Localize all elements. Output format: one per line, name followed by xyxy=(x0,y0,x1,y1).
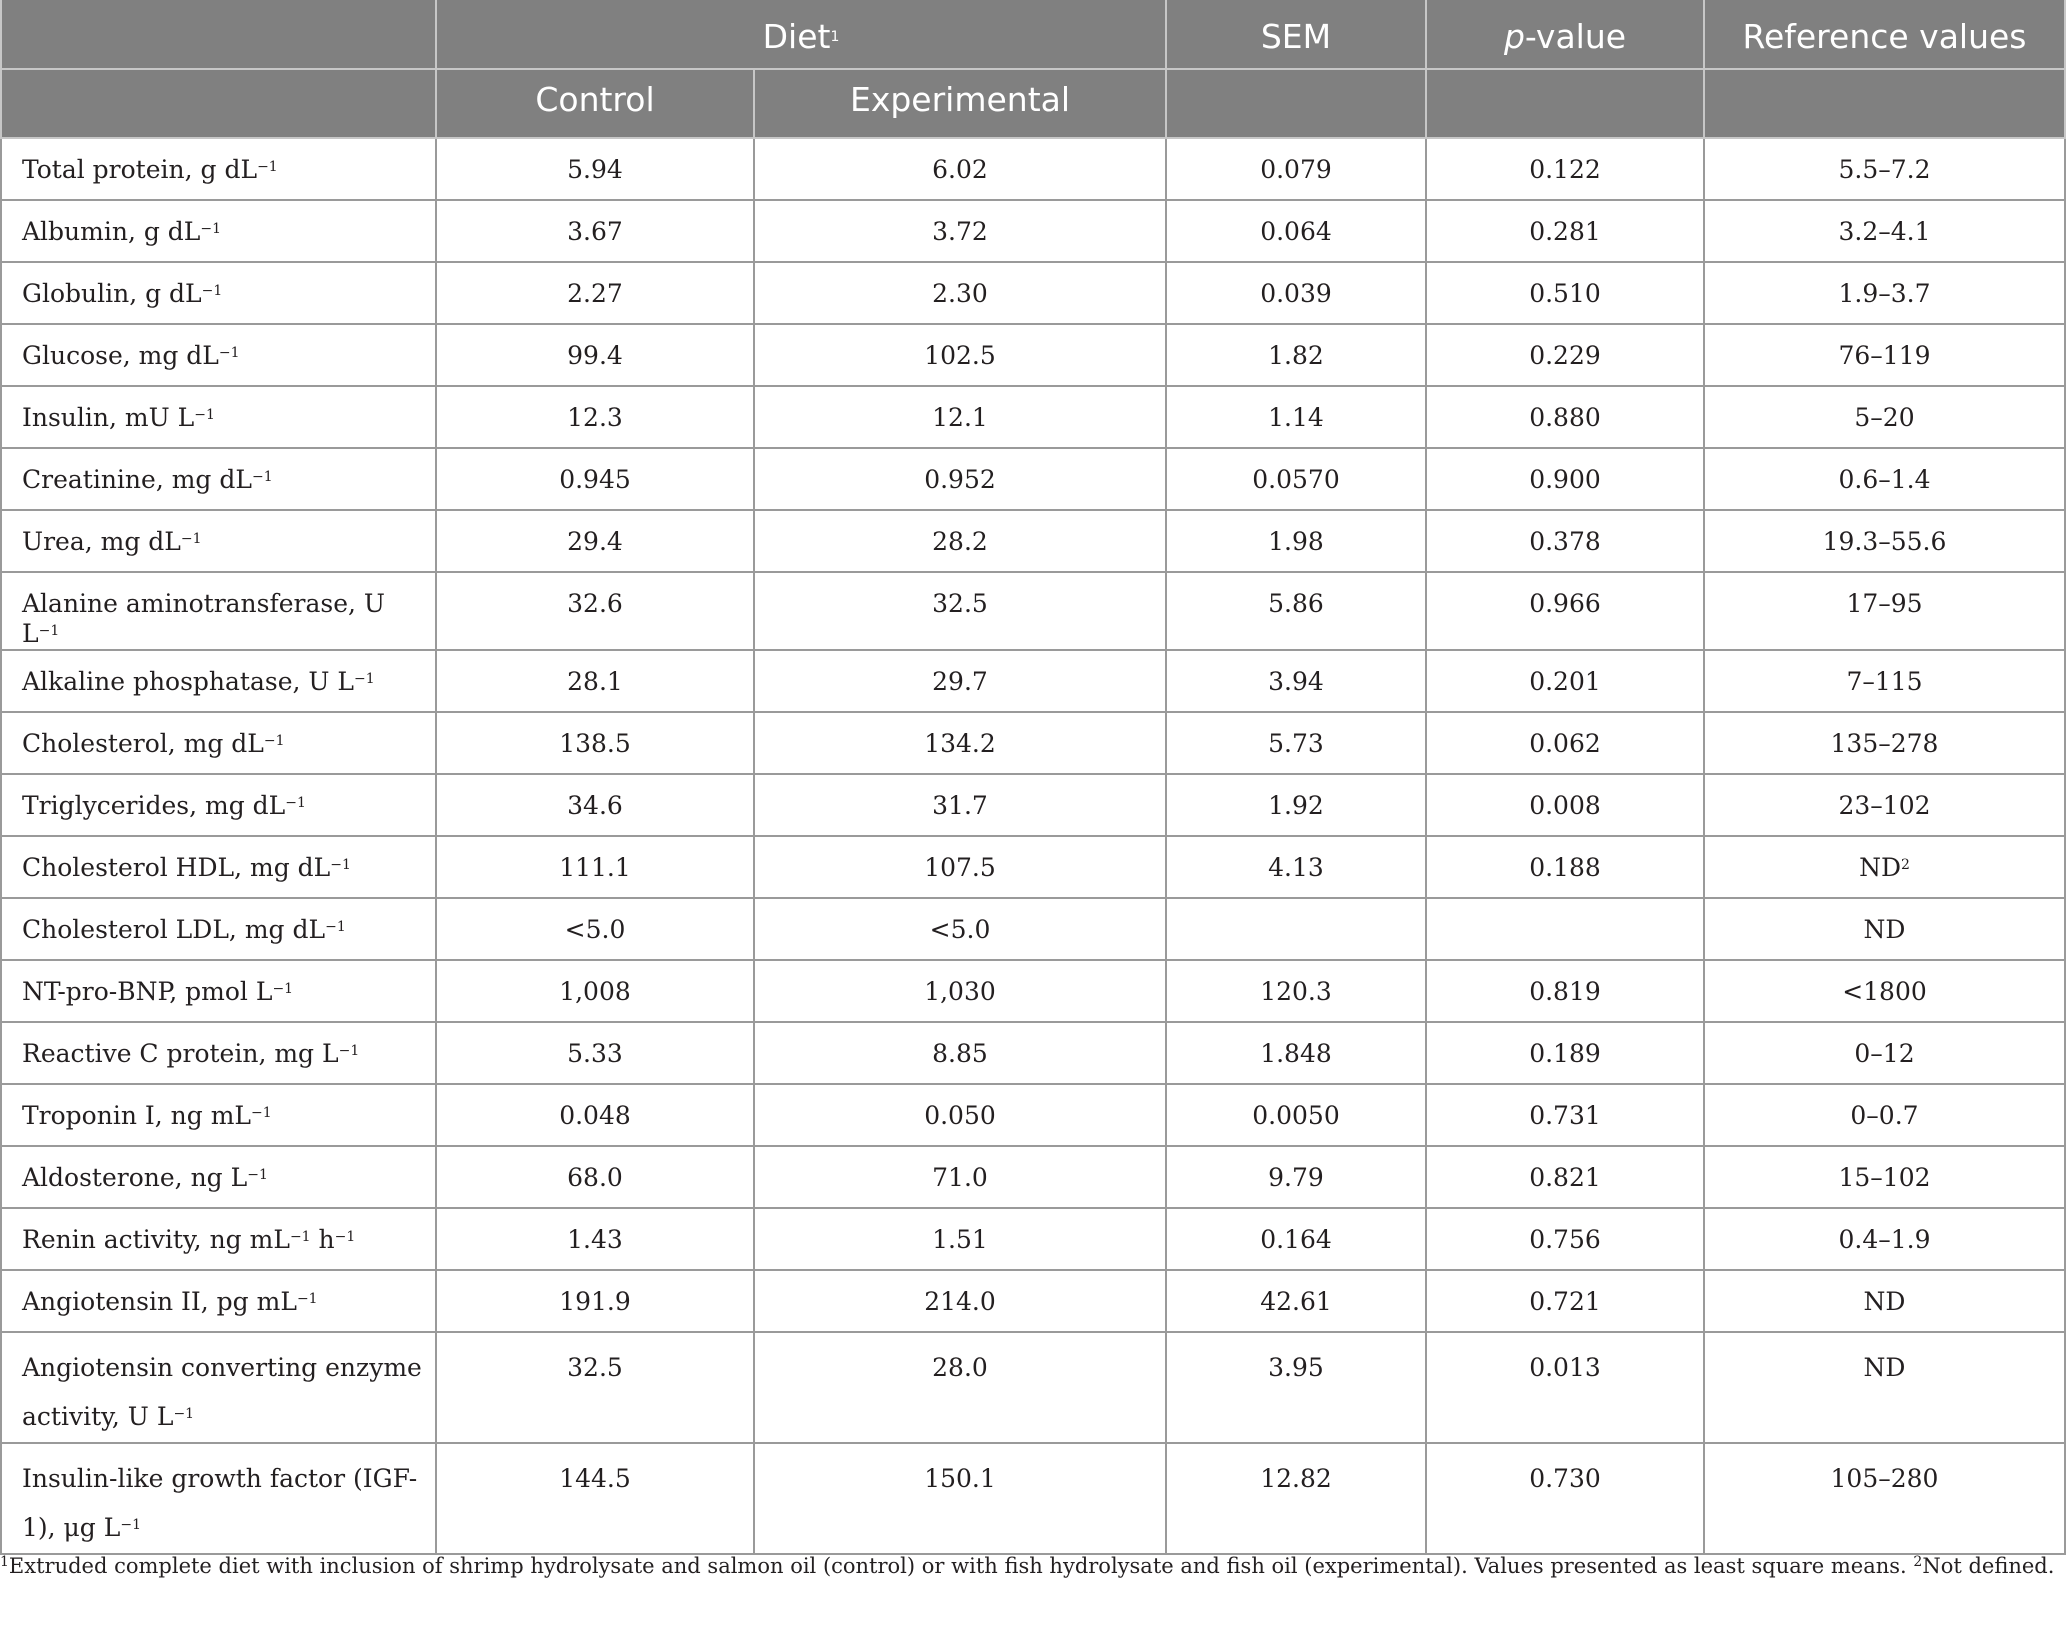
reference-value xyxy=(1704,386,2065,448)
experimental-value: 134.2 xyxy=(754,712,1166,774)
table-row xyxy=(1,386,2065,448)
header-blank-cell xyxy=(1704,69,2065,138)
pvalue-header-rest: -value xyxy=(1524,17,1627,56)
sem-value: 1.82 xyxy=(1166,324,1426,386)
experimental-value: 71.0 xyxy=(754,1146,1166,1208)
reference-value-text: ND xyxy=(1859,853,1901,882)
row-label xyxy=(1,712,436,774)
reference-value xyxy=(1704,138,2065,200)
table-row xyxy=(1,138,2065,200)
row-label-text: Angiotensin converting enzyme activity, U L xyxy=(22,1353,422,1431)
reference-footnote-marker: 2 xyxy=(1901,857,1910,873)
reference-value xyxy=(1704,324,2065,386)
pvalue-header-p: p xyxy=(1503,17,1525,56)
footnote-marker-2: 2 xyxy=(1913,1554,1923,1570)
reference-value-text: 0–12 xyxy=(1854,1039,1915,1068)
unit-exponent: −1 xyxy=(354,671,375,687)
reference-value-text: ND xyxy=(1863,1353,1906,1382)
sem-value: 1.92 xyxy=(1166,774,1426,836)
row-label xyxy=(1,1084,436,1146)
control-value: <5.0 xyxy=(436,898,754,960)
row-label xyxy=(1,572,436,650)
reference-value xyxy=(1704,1208,2065,1270)
reference-value xyxy=(1704,1146,2065,1208)
unit-exponent: −1 xyxy=(201,283,223,299)
sem-value: 1.98 xyxy=(1166,510,1426,572)
reference-value-text: 76–119 xyxy=(1838,341,1931,370)
reference-value-text: 0–0.7 xyxy=(1850,1101,1919,1130)
row-label-tail: h xyxy=(310,1225,335,1254)
p-value: 0.008 xyxy=(1426,774,1704,836)
header-blank-cell xyxy=(1426,69,1704,138)
sem-value: 5.73 xyxy=(1166,712,1426,774)
sem-value: 0.064 xyxy=(1166,200,1426,262)
row-label xyxy=(1,1022,436,1084)
reference-value-text: <1800 xyxy=(1842,977,1927,1006)
unit-exponent: −1 xyxy=(289,1229,311,1245)
row-label-text: Cholesterol, mg dL xyxy=(22,729,264,758)
unit-exponent: −1 xyxy=(120,1517,141,1533)
row-label-text: Reactive C protein, mg L xyxy=(22,1039,339,1068)
table-row xyxy=(1,510,2065,572)
row-label-text: Cholesterol HDL, mg dL xyxy=(22,853,331,882)
p-value: 0.229 xyxy=(1426,324,1704,386)
sem-value: 3.95 xyxy=(1166,1332,1426,1443)
sem-value: 12.82 xyxy=(1166,1443,1426,1554)
table-row xyxy=(1,836,2065,898)
row-label xyxy=(1,960,436,1022)
row-label-text: Alkaline phosphatase, U L xyxy=(22,667,355,696)
row-label xyxy=(1,324,436,386)
sem-value xyxy=(1166,898,1426,960)
sem-value: 1.848 xyxy=(1166,1022,1426,1084)
footnote-text-2: Not defined. xyxy=(1922,1554,2055,1578)
table-row xyxy=(1,324,2065,386)
sem-value: 0.0050 xyxy=(1166,1084,1426,1146)
unit-exponent: −1 xyxy=(218,345,240,361)
table-row xyxy=(1,1208,2065,1270)
reference-value xyxy=(1704,1443,2065,1554)
reference-value xyxy=(1704,960,2065,1022)
experimental-value: 2.30 xyxy=(754,262,1166,324)
reference-value-text: 135–278 xyxy=(1830,729,1939,758)
row-label-text: Alanine aminotransferase, U L xyxy=(22,589,385,648)
control-value: 5.33 xyxy=(436,1022,754,1084)
row-label-text: Creatinine, mg dL xyxy=(22,465,252,494)
row-label xyxy=(1,1146,436,1208)
row-label-text: Glucose, mg dL xyxy=(22,341,219,370)
header-blank-cell xyxy=(1,69,436,138)
sem-header: SEM xyxy=(1166,0,1426,69)
row-label xyxy=(1,650,436,712)
row-label-text: Albumin, g dL xyxy=(22,217,201,246)
header-row-2 xyxy=(1,69,2065,138)
reference-value xyxy=(1704,1022,2065,1084)
control-value: 1,008 xyxy=(436,960,754,1022)
control-value: 12.3 xyxy=(436,386,754,448)
row-label-text: Total protein, g dL xyxy=(22,155,258,184)
row-label-text: Renin activity, ng mL xyxy=(22,1225,290,1254)
row-label xyxy=(1,138,436,200)
p-value: 0.730 xyxy=(1426,1443,1704,1554)
reference-value xyxy=(1704,1084,2065,1146)
table-row xyxy=(1,448,2065,510)
row-label xyxy=(1,262,436,324)
control-value: 0.048 xyxy=(436,1084,754,1146)
experimental-value: 1.51 xyxy=(754,1208,1166,1270)
reference-value xyxy=(1704,1270,2065,1332)
experimental-value: 1,030 xyxy=(754,960,1166,1022)
sem-value: 42.61 xyxy=(1166,1270,1426,1332)
experimental-header: Experimental xyxy=(754,69,1166,138)
table-row xyxy=(1,1270,2065,1332)
reference-value xyxy=(1704,1332,2065,1443)
row-label xyxy=(1,1443,436,1554)
reference-value-text: 17–95 xyxy=(1846,589,1923,618)
control-value: 111.1 xyxy=(436,836,754,898)
footnote-text-1: Extruded complete diet with inclusion of shrimp hydrolysate and salmon oil (control) or with fish hydrolysate and fish oil (experimental). Values presented as least square means. xyxy=(8,1554,1914,1578)
control-value: 99.4 xyxy=(436,324,754,386)
row-label xyxy=(1,1208,436,1270)
p-value: 0.900 xyxy=(1426,448,1704,510)
unit-exponent: −1 xyxy=(338,1043,360,1059)
sem-value: 5.86 xyxy=(1166,572,1426,650)
experimental-value: 28.0 xyxy=(754,1332,1166,1443)
reference-value-text: ND xyxy=(1863,1287,1906,1316)
reference-value-text: 5–20 xyxy=(1854,403,1915,432)
row-label-text: Urea, mg dL xyxy=(22,527,181,556)
p-value: 0.756 xyxy=(1426,1208,1704,1270)
row-label-text: Insulin, mU L xyxy=(22,403,195,432)
unit-exponent: −1 xyxy=(285,795,306,811)
control-value: 0.945 xyxy=(436,448,754,510)
table-row xyxy=(1,898,2065,960)
row-label xyxy=(1,774,436,836)
header-blank-cell xyxy=(1,0,436,69)
unit-exponent: −1 xyxy=(247,1167,268,1183)
row-label-text: Triglycerides, mg dL xyxy=(22,791,286,820)
pvalue-header xyxy=(1426,0,1704,69)
unit-exponent: −1 xyxy=(194,407,215,423)
sem-value: 4.13 xyxy=(1166,836,1426,898)
reference-value xyxy=(1704,510,2065,572)
control-value: 144.5 xyxy=(436,1443,754,1554)
p-value: 0.201 xyxy=(1426,650,1704,712)
table-row xyxy=(1,1022,2065,1084)
p-value: 0.062 xyxy=(1426,712,1704,774)
control-value: 1.43 xyxy=(436,1208,754,1270)
experimental-value: 29.7 xyxy=(754,650,1166,712)
diet-header xyxy=(436,0,1166,69)
header-blank-cell xyxy=(1166,69,1426,138)
p-value: 0.188 xyxy=(1426,836,1704,898)
unit-exponent: −1 xyxy=(251,1105,272,1121)
control-value: 32.6 xyxy=(436,572,754,650)
reference-value-text: 0.6–1.4 xyxy=(1838,465,1931,494)
table-row xyxy=(1,1146,2065,1208)
reference-value-text: 1.9–3.7 xyxy=(1838,279,1931,308)
table-row xyxy=(1,1443,2065,1554)
p-value xyxy=(1426,898,1704,960)
row-label-text: Angiotensin II, pg mL xyxy=(22,1287,297,1316)
sem-value: 1.14 xyxy=(1166,386,1426,448)
reference-value-text: 19.3–55.6 xyxy=(1822,527,1947,556)
p-value: 0.721 xyxy=(1426,1270,1704,1332)
row-label-text: Globulin, g dL xyxy=(22,279,202,308)
control-value: 138.5 xyxy=(436,712,754,774)
sem-value: 3.94 xyxy=(1166,650,1426,712)
control-value: 29.4 xyxy=(436,510,754,572)
experimental-value: 28.2 xyxy=(754,510,1166,572)
unit-exponent: −1 xyxy=(263,733,285,749)
reference-values-header: Reference values xyxy=(1704,0,2065,69)
row-label xyxy=(1,448,436,510)
p-value: 0.122 xyxy=(1426,138,1704,200)
experimental-value: 12.1 xyxy=(754,386,1166,448)
control-value: 68.0 xyxy=(436,1146,754,1208)
sem-value: 120.3 xyxy=(1166,960,1426,1022)
reference-value-text: 105–280 xyxy=(1830,1464,1939,1493)
row-label xyxy=(1,1332,436,1443)
reference-value xyxy=(1704,262,2065,324)
row-label xyxy=(1,1270,436,1332)
sem-value: 0.079 xyxy=(1166,138,1426,200)
table-row xyxy=(1,712,2065,774)
experimental-value: 32.5 xyxy=(754,572,1166,650)
header-row-1 xyxy=(1,0,2065,69)
p-value: 0.510 xyxy=(1426,262,1704,324)
experimental-value: 8.85 xyxy=(754,1022,1166,1084)
unit-exponent: −1 xyxy=(325,919,346,935)
unit-exponent: −1 xyxy=(173,1406,195,1422)
p-value: 0.731 xyxy=(1426,1084,1704,1146)
unit-exponent: −1 xyxy=(200,221,222,237)
control-value: 5.94 xyxy=(436,138,754,200)
row-label-text: Insulin-like growth factor (IGF-1), μg L xyxy=(22,1464,418,1542)
p-value: 0.189 xyxy=(1426,1022,1704,1084)
table-body xyxy=(1,138,2065,1554)
reference-value-text: 0.4–1.9 xyxy=(1838,1225,1931,1254)
sem-value: 0.0570 xyxy=(1166,448,1426,510)
diet-footnote-marker: 1 xyxy=(830,29,840,45)
reference-value xyxy=(1704,898,2065,960)
experimental-value: 214.0 xyxy=(754,1270,1166,1332)
experimental-value: 0.952 xyxy=(754,448,1166,510)
row-label xyxy=(1,200,436,262)
reference-value xyxy=(1704,836,2065,898)
control-value: 3.67 xyxy=(436,200,754,262)
row-label xyxy=(1,386,436,448)
row-label xyxy=(1,510,436,572)
reference-value xyxy=(1704,774,2065,836)
unit-exponent: −1 xyxy=(257,159,278,175)
control-value: 2.27 xyxy=(436,262,754,324)
table-row xyxy=(1,650,2065,712)
reference-value-text: 7–115 xyxy=(1846,667,1923,696)
experimental-value: 102.5 xyxy=(754,324,1166,386)
experimental-value: 31.7 xyxy=(754,774,1166,836)
table-row xyxy=(1,262,2065,324)
sem-value: 9.79 xyxy=(1166,1146,1426,1208)
row-label-text: NT-pro-BNP, pmol L xyxy=(22,977,273,1006)
unit-exponent: −1 xyxy=(330,857,351,873)
experimental-value: 6.02 xyxy=(754,138,1166,200)
table-row xyxy=(1,200,2065,262)
unit-exponent: −1 xyxy=(296,1291,318,1307)
p-value: 0.966 xyxy=(1426,572,1704,650)
control-header: Control xyxy=(436,69,754,138)
reference-value xyxy=(1704,650,2065,712)
reference-value-text: 15–102 xyxy=(1838,1163,1931,1192)
unit-exponent: −1 xyxy=(334,1229,356,1245)
control-value: 28.1 xyxy=(436,650,754,712)
row-label xyxy=(1,836,436,898)
experimental-value: 107.5 xyxy=(754,836,1166,898)
p-value: 0.378 xyxy=(1426,510,1704,572)
control-value: 32.5 xyxy=(436,1332,754,1443)
p-value: 0.880 xyxy=(1426,386,1704,448)
reference-value-text: 23–102 xyxy=(1838,791,1931,820)
row-label-text: Troponin I, ng mL xyxy=(22,1101,252,1130)
row-label-text: Cholesterol LDL, mg dL xyxy=(22,915,326,944)
unit-exponent: −1 xyxy=(180,531,202,547)
experimental-value: 0.050 xyxy=(754,1084,1166,1146)
reference-value xyxy=(1704,712,2065,774)
footnote-marker-1: 1 xyxy=(0,1554,9,1570)
unit-exponent: −1 xyxy=(272,981,294,997)
reference-value xyxy=(1704,448,2065,510)
control-value: 191.9 xyxy=(436,1270,754,1332)
sem-value: 0.039 xyxy=(1166,262,1426,324)
reference-value xyxy=(1704,572,2065,650)
p-value: 0.013 xyxy=(1426,1332,1704,1443)
row-label-text: Aldosterone, ng L xyxy=(22,1163,248,1192)
reference-value-text: ND xyxy=(1863,915,1906,944)
reference-value-text: 3.2–4.1 xyxy=(1838,217,1931,246)
table-footnote xyxy=(0,1548,2060,1584)
row-label xyxy=(1,898,436,960)
experimental-value: 150.1 xyxy=(754,1443,1166,1554)
reference-value-text: 5.5–7.2 xyxy=(1838,155,1931,184)
experimental-value: <5.0 xyxy=(754,898,1166,960)
sem-value: 0.164 xyxy=(1166,1208,1426,1270)
table-row xyxy=(1,1332,2065,1443)
table-header xyxy=(1,0,2065,138)
p-value: 0.819 xyxy=(1426,960,1704,1022)
reference-value xyxy=(1704,200,2065,262)
table-row xyxy=(1,960,2065,1022)
unit-exponent: −1 xyxy=(38,623,60,639)
p-value: 0.281 xyxy=(1426,200,1704,262)
unit-exponent: −1 xyxy=(251,469,273,485)
table-row xyxy=(1,774,2065,836)
table-row xyxy=(1,1084,2065,1146)
diet-header-label: Diet xyxy=(762,17,831,56)
control-value: 34.6 xyxy=(436,774,754,836)
p-value: 0.821 xyxy=(1426,1146,1704,1208)
table-row xyxy=(1,572,2065,650)
experimental-value: 3.72 xyxy=(754,200,1166,262)
